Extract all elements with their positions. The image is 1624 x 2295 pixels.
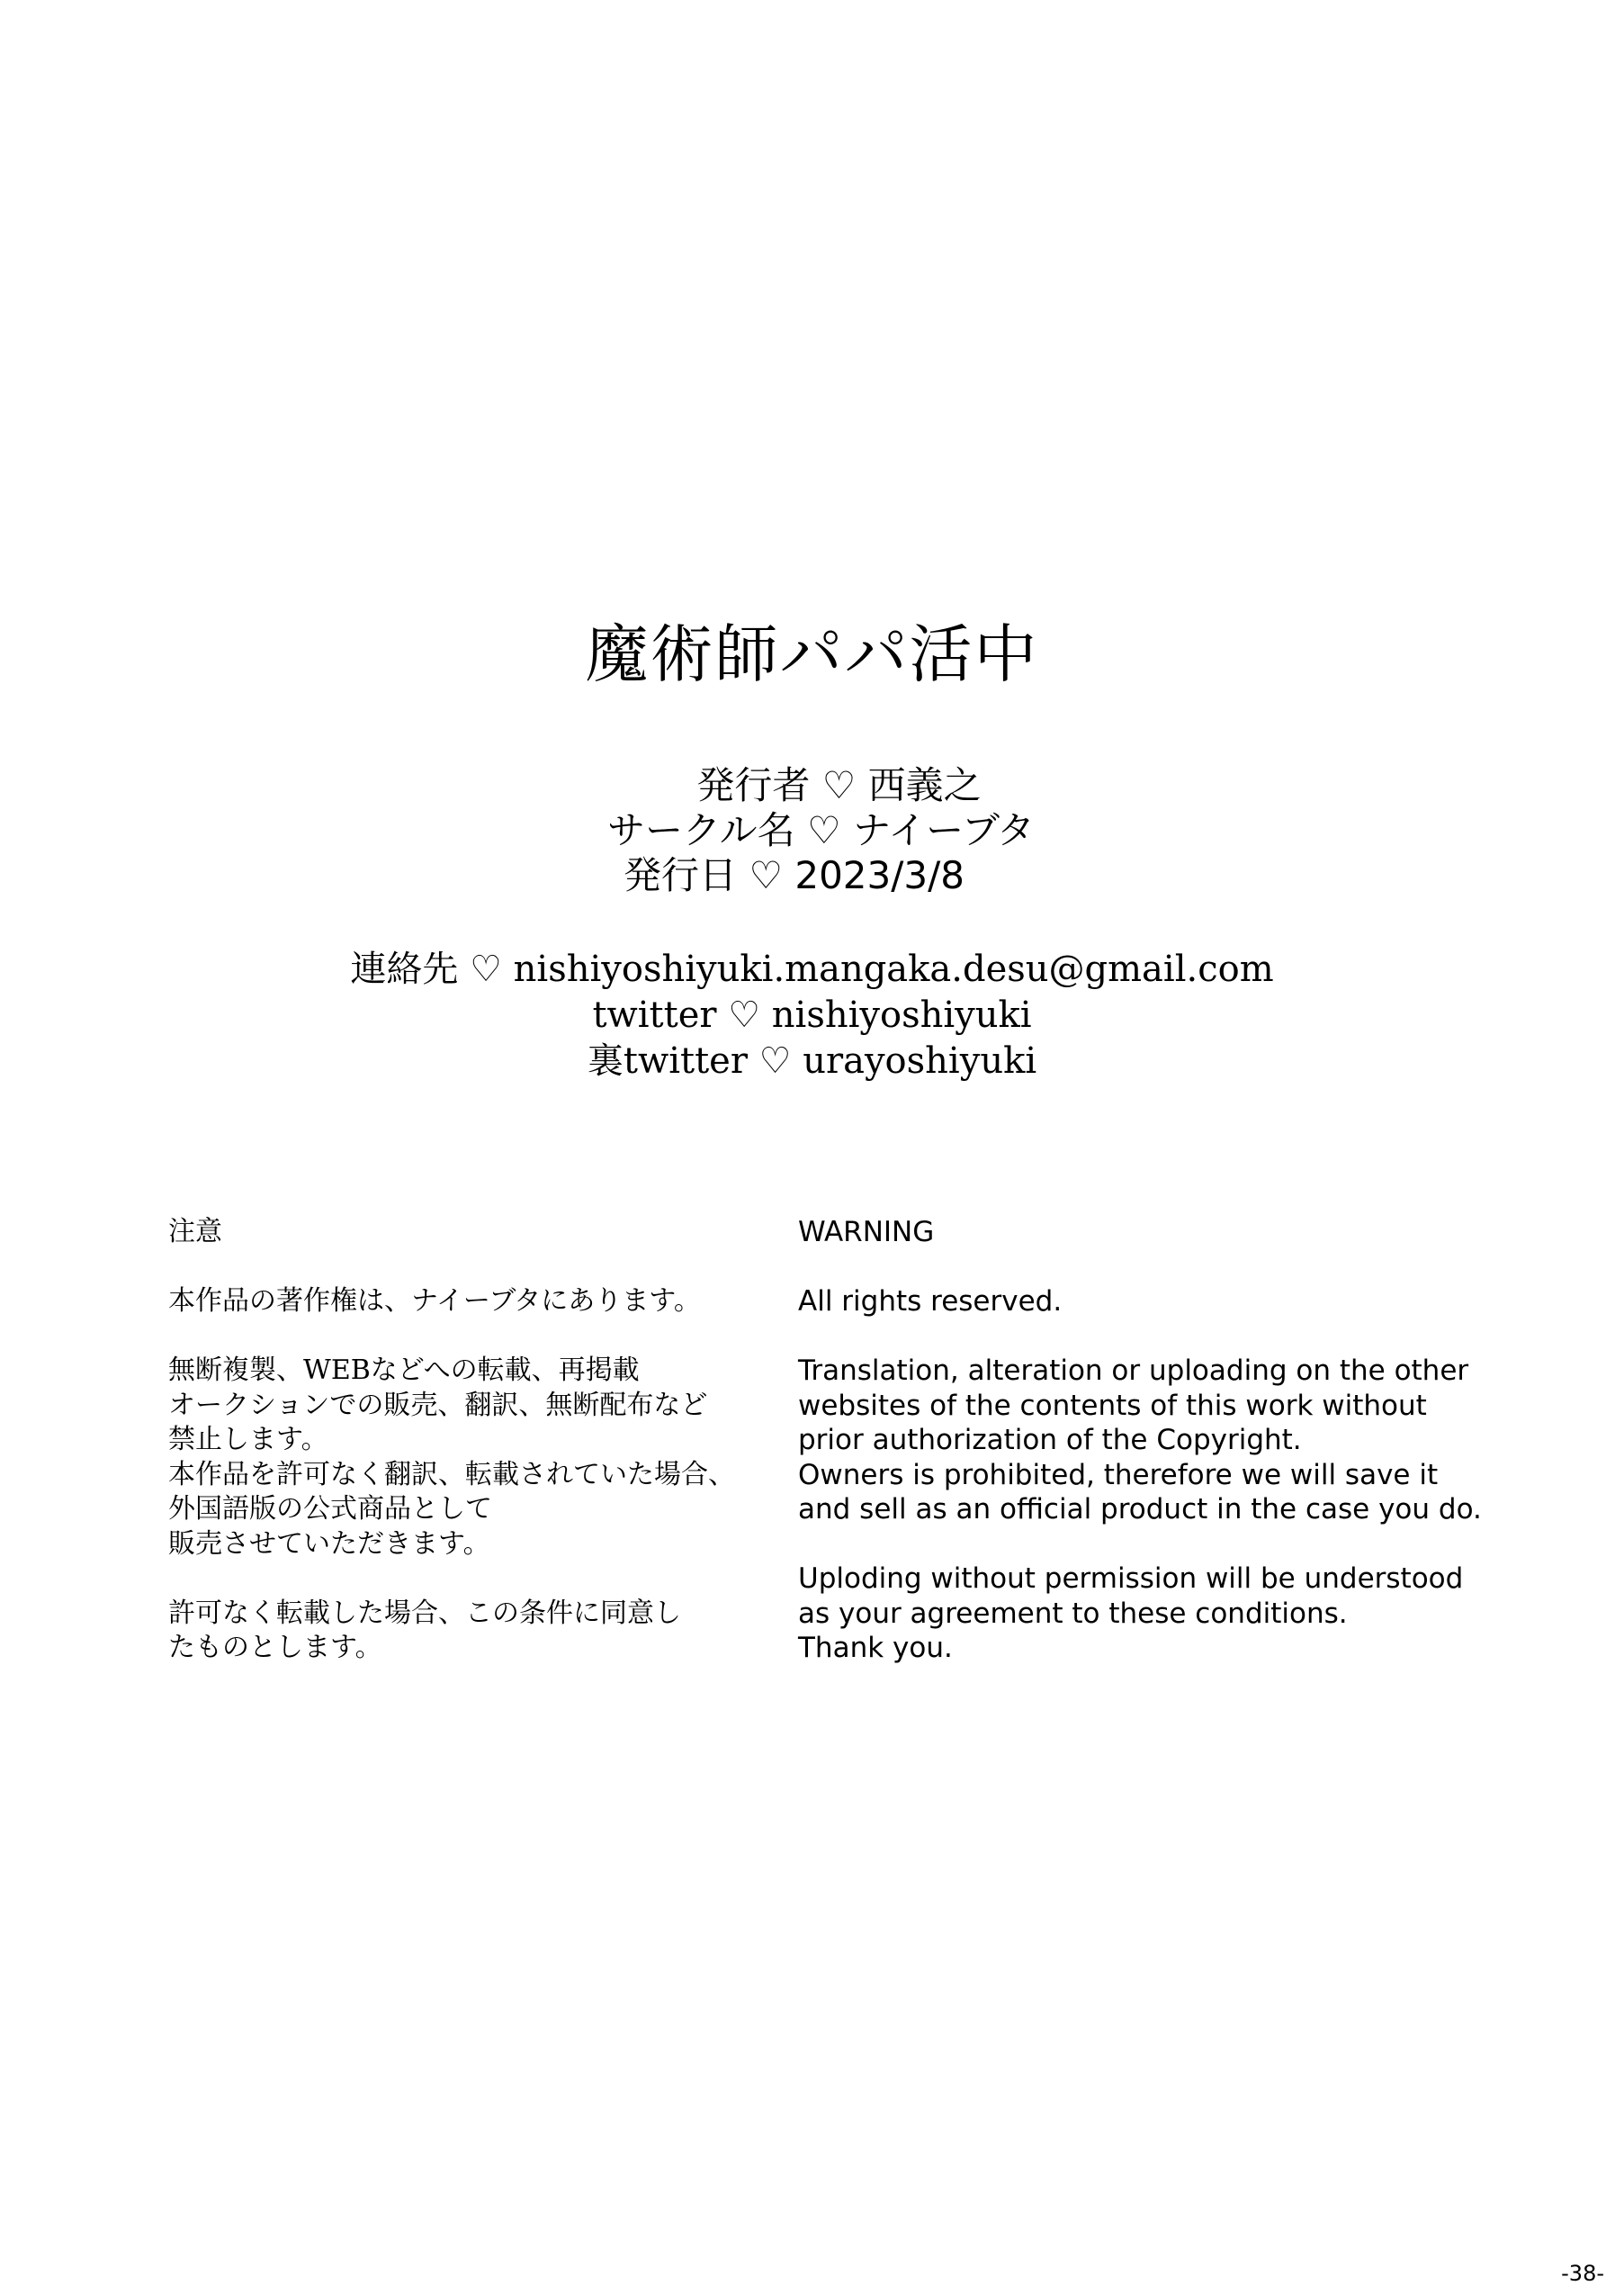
notice-ja-line: 販売させていただきます。 — [168, 1527, 490, 1560]
notice-ja-line: 禁止します。 — [168, 1424, 328, 1455]
notice-en-line: websites of the contents of this work without — [798, 1389, 1427, 1422]
page-number: -38- — [1561, 2261, 1604, 2286]
ura-twitter-line: 裏twitter ♡ urayoshiyuki — [587, 1040, 1037, 1082]
notice-en-line: Uploding without permission will be understood — [798, 1562, 1464, 1595]
notice-en-line: prior authorization of the Copyright. — [798, 1424, 1302, 1456]
notice-en-line: as your agreement to these conditions. — [798, 1597, 1348, 1630]
notice-ja-line: 無断複製、WEBなどへの転載、再掲載 — [168, 1354, 640, 1386]
contact-email-line: 連絡先 ♡ nishiyoshiyuki.mangaka.desu@gmail.com — [350, 949, 1274, 990]
notice-ja-line: 本作品を許可なく翻訳、転載されていた場合、 — [168, 1458, 735, 1490]
contact-info — [0, 947, 1624, 1084]
notice-ja-heading: 注意 — [168, 1216, 222, 1247]
notice-en-heading: WARNING — [798, 1216, 935, 1248]
japanese-notice — [168, 1215, 798, 1700]
notice-ja-agreement — [168, 1597, 798, 1666]
circle-name-line: サークル名 ♡ ナイーブタ — [606, 808, 1036, 852]
book-title: 魔術師パパ活中 — [585, 617, 1039, 691]
english-notice — [798, 1215, 1554, 1700]
publisher-line: 発行者 ♡ 西義之 — [696, 763, 982, 807]
notice-en-agreement — [798, 1562, 1554, 1666]
notice-en-line: and sell as an official product in the case you do. — [798, 1493, 1482, 1526]
notice-ja-line: 許可なく転載した場合、この条件に同意し — [168, 1597, 681, 1629]
notice-en-line: Translation, alteration or uploading on the other — [798, 1354, 1469, 1387]
notice-ja-line: 外国語版の公式商品として — [168, 1493, 492, 1525]
notice-en-prohibition — [798, 1354, 1554, 1527]
notice-ja-copyright: 本作品の著作権は、ナイーブタにあります。 — [168, 1285, 701, 1317]
notice-ja-line: たものとします。 — [168, 1632, 382, 1663]
notice-en-line: Thank you. — [798, 1632, 953, 1664]
publication-date-line: 発行日 ♡ 2023/3/8 — [624, 853, 965, 897]
notice-ja-prohibition — [168, 1354, 798, 1562]
notice-ja-line: オークションでの販売、翻訳、無断配布など — [168, 1389, 708, 1421]
publication-credits — [0, 763, 1624, 898]
notice-en-rights: All rights reserved. — [798, 1285, 1063, 1318]
notice-en-line: Owners is prohibited, therefore we will save it — [798, 1458, 1439, 1491]
twitter-line: twitter ♡ nishiyoshiyuki — [592, 994, 1032, 1036]
